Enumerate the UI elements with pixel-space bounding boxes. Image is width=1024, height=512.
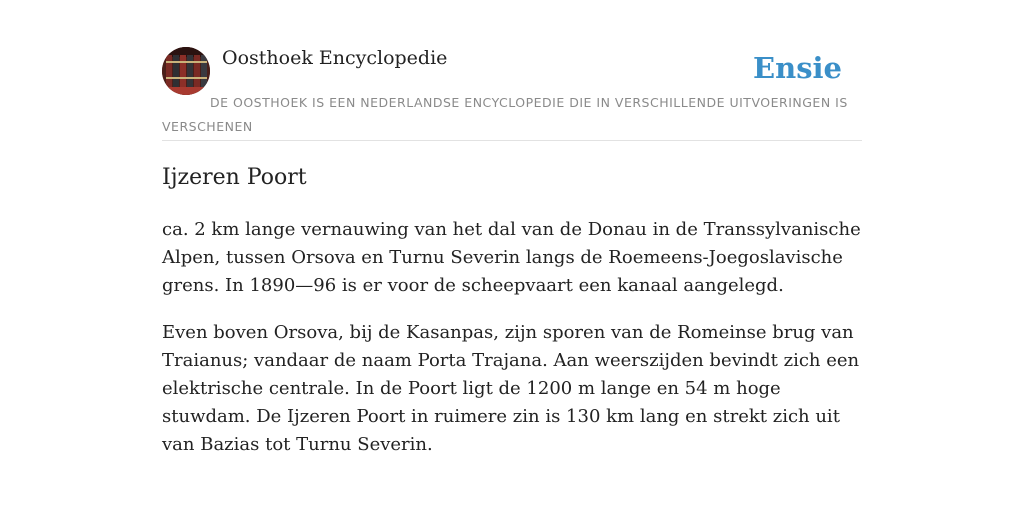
article-paragraph: Even boven Orsova, bij de Kasanpas, zijn sporen van de Romeinse brug van Traianus; vandaar de naam Porta Trajana. Aan weerszijden bevindt zich een elektrische centrale. In de Poort ligt de 1200 m lange en 54 m hoge stuwdam. De Ijzeren Poort in ruimere zin is 130 km lang en strekt zich uit van Bazias tot Turnu Severin. <box>162 322 860 455</box>
site-name[interactable]: Oosthoek Encyclopedie <box>222 47 448 69</box>
article-title: Ijzeren Poort <box>162 165 307 190</box>
article <box>162 160 862 459</box>
article-paragraph: ca. 2 km lange vernauwing van het dal van de Donau in de Transsylvanische Alpen, tussen Orsova en Turnu Severin langs de Roemeens-Joegoslavische grens. In 1890—96 is er voor de scheepvaart een kanaal aangelegd. <box>162 219 861 296</box>
ensie-logo-link[interactable]: Ensie <box>753 51 842 85</box>
books-icon <box>162 47 210 95</box>
site-tagline: DE OOSTHOEK IS EEN NEDERLANDSE ENCYCLOPEDIE DIE IN VERSCHILLENDE UITVOERINGEN IS VERSCHENEN <box>162 95 848 134</box>
encyclopedia-books-avatar[interactable] <box>162 47 210 95</box>
site-header <box>162 46 862 141</box>
